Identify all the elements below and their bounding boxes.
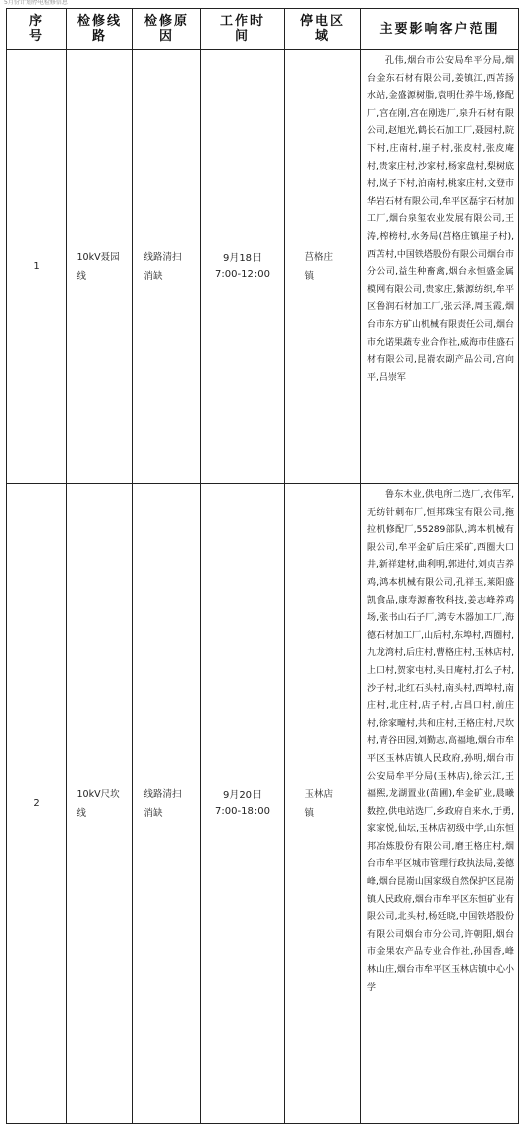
row-scope: 鲁东木业,供电所二选厂,衣伟军,无纺针刺布厂,恒邦珠宝有限公司,拖拉机修配厂,55289部队,鸿本机械有限公司,牟平金矿后庄采矿,西圈大口井,新祥建材,曲利明,郭进付,刘贞吉养鸡,鸿本机械有限公司,孔祥玉,莱阳盛凯食品,康寿源畜牧科技,姜志峰养鸡场,张书山石子厂,鸿专木器加工厂,海德石材加工厂,山后村,东埠村,西圈村,九龙湾村,后庄村,曹格庄村,玉林店村,上口村,贺家屯村,头日庵村,打么子村,沙子村,北红石头村,南头村,西埠村,南庄村,北庄村,店子村,占昌口村,前庄村,徐家疃村,共和庄村,王格庄村,尺坎村,青谷田园,刘勤志,高福地,烟台市牟平区玉林店镇人民政府,孙明,烟台市公安局牟平分局(玉林店),徐云江,王福熙,龙湖置业(苗圃),牟金矿业,晨曦数控,供电站选厂,乡政府自来水,于勇,家家悦,仙坛,玉林店初级中学,山东恒邦冶炼股份有限公司,磨王格庄村,烟台市牟平区城市管理行政执法局,姜德峰,烟台昆嵛山国家级自然保护区昆嵛镇人民政府,烟台市牟平区东恒矿业有限公司,北头村,杨廷晓,中国铁塔股份有限公司烟台市分公司,许朝阳,烟台市金果农产品专业合作社,孙国香,峰林山庄,烟台市牟平区玉林店镇中心小学 bbox=[361, 484, 519, 1124]
row-reason: 线路清扫消缺 bbox=[133, 50, 201, 484]
table-row bbox=[7, 50, 519, 484]
header-area: 停电区域 bbox=[285, 9, 361, 50]
row-no: 1 bbox=[7, 50, 67, 484]
row-area: 莒格庄镇 bbox=[285, 50, 361, 484]
row-line: 10kV聂园线 bbox=[67, 50, 133, 484]
row-time: 9月20日 7:00-18:00 bbox=[201, 484, 285, 1124]
row-line: 10kV尺坎线 bbox=[67, 484, 133, 1124]
header-line: 检修线路 bbox=[67, 9, 133, 50]
row-time: 9月18日 7:00-12:00 bbox=[201, 50, 285, 484]
row-scope: 孔伟,烟台市公安局牟平分局,烟台金东石材有限公司,姜镇江,西苫扬水站,金盛源树脂,袁明仕养牛场,修配厂,宫在刚,宫在刚选厂,泉升石材有限公司,赵旭光,鹤长石加工厂,聂园村,院下村,庄南村,崖子村,张皮村,张皮庵村,贵家庄村,沙家村,杨家盘村,梨树底村,岚子下村,泊南村,桃家庄村,文登市华岩石材有限公司,牟平区磊宇石材加工厂,烟台泉玺农业发展有限公司,王涛,榨榜村,水务局(莒格庄镇崖子村),西苫村,中国铁塔股份有限公司烟台市分公司,益生种畜禽,烟台永恒盛金属模网有限公司,贵家庄,紫源纺织,牟平区鲁润石材加工厂,张云泽,周玉霞,烟台市东方矿山机械有限责任公司,烟台市允诺果蔬专业合作社,威海市佳盛石材有限公司,昆嵛农副产品公司,宫向平,吕崇军 bbox=[361, 50, 519, 484]
table-row bbox=[7, 484, 519, 1124]
outage-schedule-table bbox=[6, 8, 519, 1124]
table-header-row bbox=[7, 9, 519, 50]
row-no: 2 bbox=[7, 484, 67, 1124]
header-reason: 检修原因 bbox=[133, 9, 201, 50]
row-reason: 线路清扫消缺 bbox=[133, 484, 201, 1124]
page-header-note: 5月份计划停电检修信息 bbox=[4, 0, 68, 6]
header-time: 工作时间 bbox=[201, 9, 285, 50]
header-scope: 主要影响客户范围 bbox=[361, 9, 519, 50]
header-no: 序号 bbox=[7, 9, 67, 50]
row-area: 玉林店镇 bbox=[285, 484, 361, 1124]
